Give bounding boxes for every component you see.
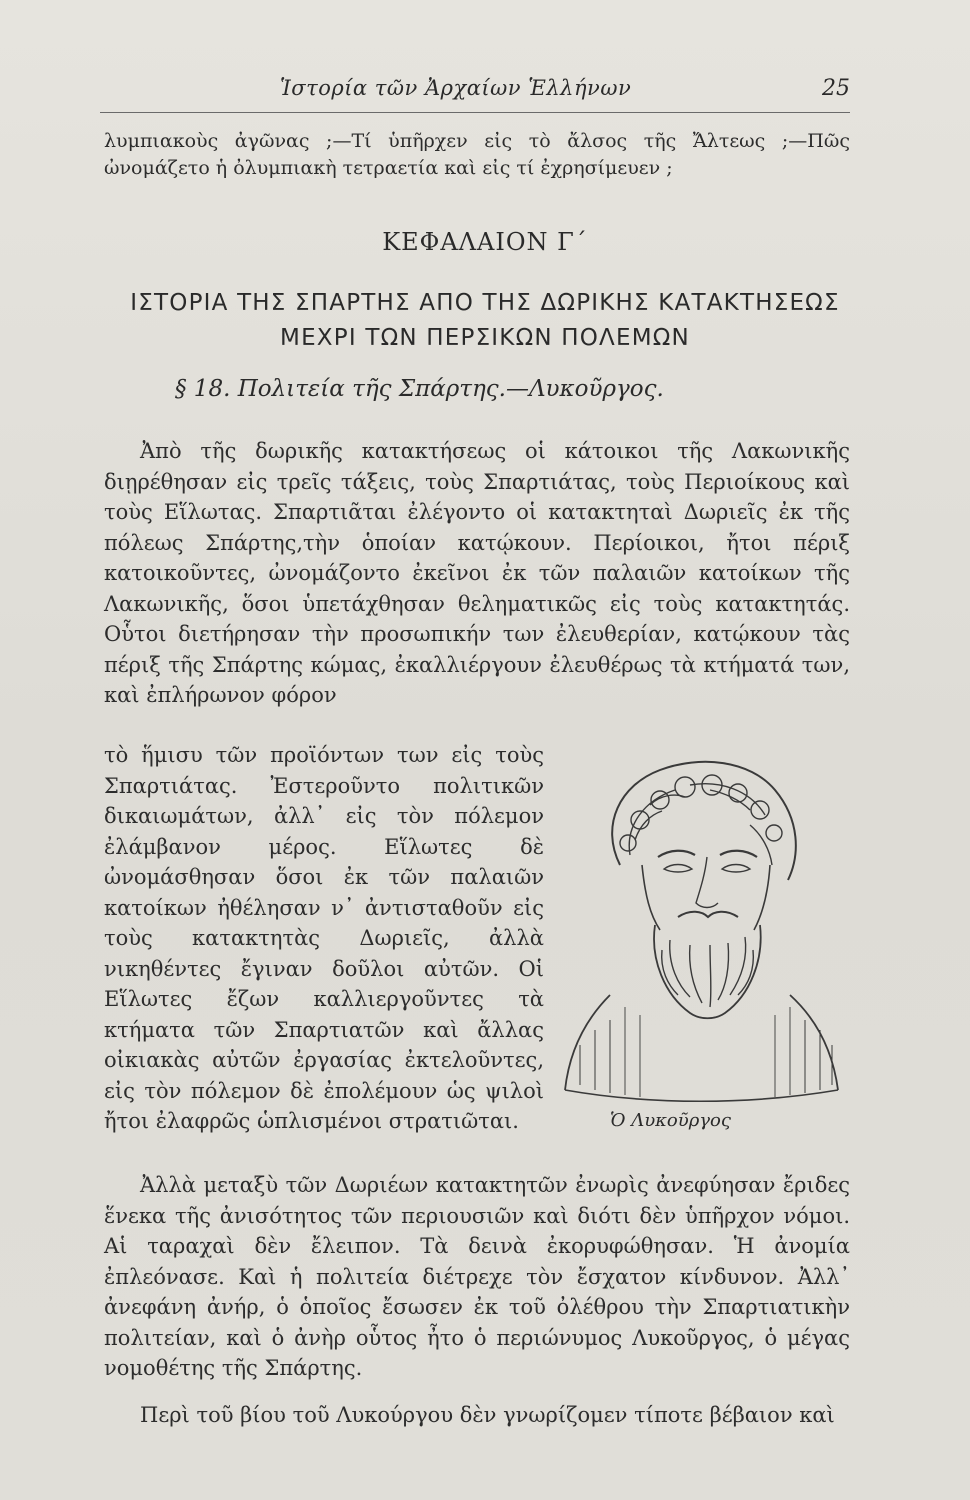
chapter-title-line1: ΙΣΤΟΡΙΑ ΤΗΣ ΣΠΑΡΤΗΣ ΑΠΟ ΤΗΣ ΔΩΡΙΚΗΣ ΚΑΤΑΚΤΗΣΕΩΣ (130, 290, 840, 316)
page-header (100, 72, 850, 113)
running-title: Ἱστορία τῶν Ἀρχαίων Ἑλλήνων (280, 76, 632, 100)
chapter-title-line2: ΜΕΧΡΙ ΤΩΝ ΠΕΡΣΙΚΩΝ ΠΟΛΕΜΩΝ (280, 325, 690, 351)
page-number: 25 (822, 76, 850, 101)
lycurgus-bust-illustration (550, 745, 850, 1105)
figure-caption: Ὁ Λυκοῦργος (610, 1110, 731, 1131)
paragraph-4: Περὶ τοῦ βίου τοῦ Λυκούργου δὲν γνωρίζομεν τίποτε βέβαιον καὶ (140, 1403, 835, 1427)
paragraph-3: Ἀλλὰ μεταξὺ τῶν Δωριέων κατακτητῶν ἐνωρὶς ἀνεφύησαν ἔριδες ἕνεκα τῆς ἀνισότητος τῶν περιουσιῶν καὶ διότι δὲν ὑπῆρχον νόμοι. Αἱ ταραχαὶ δὲν ἔλειπον. Τὰ δεινὰ ἐκορυφώθησαν. Ἡ ἀνομία ἐπλεόνασε. Καὶ ἡ πολιτεία διέτρεχε τὸν ἔσχατον κίνδυνον. Ἀλλ᾿ ἀνεφάνη ἀνήρ, ὁ ὁποῖος ἔσωσεν ἐκ τοῦ ὀλέθρου τὴν Σπαρτιατικὴν πολιτείαν, καὶ ὁ ἀνὴρ οὗτος ἦτο ὁ περιώνυμος Λυκοῦργος, ὁ μέγας νομοθέτης τῆς Σπάρτης. (104, 1173, 850, 1380)
chapter-label: ΚΕΦΑΛΑΙΟΝ Γ΄ (382, 228, 588, 256)
paragraph-2: τὸ ἥμισυ τῶν προϊόντων των εἰς τοὺς Σπαρτιάτας. Ἐστεροῦντο πολιτικῶν δικαιωμάτων, ἀλλ᾿ εἰς τὸν πόλεμον ἐλάμβανον μέρος. Εἵλωτες δὲ ὠνομάσθησαν ὅσοι ἐκ τῶν παλαιῶν κατοίκων ἠθέλησαν ν᾿ ἀντισταθοῦν εἰς τοὺς κατακτητὰς Δωριεῖς, ἀλλὰ νικηθέντες ἔγιναν δοῦλοι αὐτῶν. Οἱ Εἵλωτες ἔζων καλλιεργοῦντες τὰ κτήματα τῶν Σπαρτιατῶν καὶ ἄλλας οἰκιακὰς αὐτῶν ἐργασίας ἐκτελοῦντες, εἰς τὸν πόλεμον δὲ ἐπολέμουν ὡς ψιλοὶ ἤτοι ἐλαφρῶς ὡπλισμένοι στρατιῶται. (104, 743, 544, 1133)
paragraph-1: Ἀπὸ τῆς δωρικῆς κατακτήσεως οἱ κάτοικοι τῆς Λακωνικῆς διῃρέθησαν εἰς τρεῖς τάξεις, τοὺς Σπαρτιάτας, τοὺς Περιοίκους καὶ τοὺς Εἵλωτας. Σπαρτιᾶται ἐλέγοντο οἱ κατακτηταὶ Δωριεῖς ἐκ τῆς πόλεως Σπάρτης,τὴν ὁποίαν κατῴκουν. Περίοικοι, ἤτοι πέριξ κατοικοῦντες, ὠνομάζοντο ἐκεῖνοι ἐκ τῶν παλαιῶν κατοίκων τῆς Λακωνικῆς, ὅσοι ὑπετάχθησαν θεληματικῶς εἰς τοὺς κατακτητάς. Οὗτοι διετήρησαν τὴν προσωπικήν των ἐλευθερίαν, κατῴκουν τὰς πέριξ τῆς Σπάρτης κώμας, ἐκαλλιέργουν ἐλευθέρως τὰ κτήματά των, καὶ ἐπλήρωνον φόρον (104, 439, 850, 707)
intro-text: λυμπιακοὺς ἀγῶνας ;—Τί ὑπῆρχεν εἰς τὸ ἄλσος τῆς Ἄλτεως ;—Πῶς ὠνομάζετο ἡ ὀλυμπιακὴ τετραετία καὶ εἰς τί ἐχρησίμευεν ; (104, 130, 850, 179)
section-heading: § 18. Πολιτεία τῆς Σπάρτης.—Λυκοῦργος. (175, 376, 664, 402)
